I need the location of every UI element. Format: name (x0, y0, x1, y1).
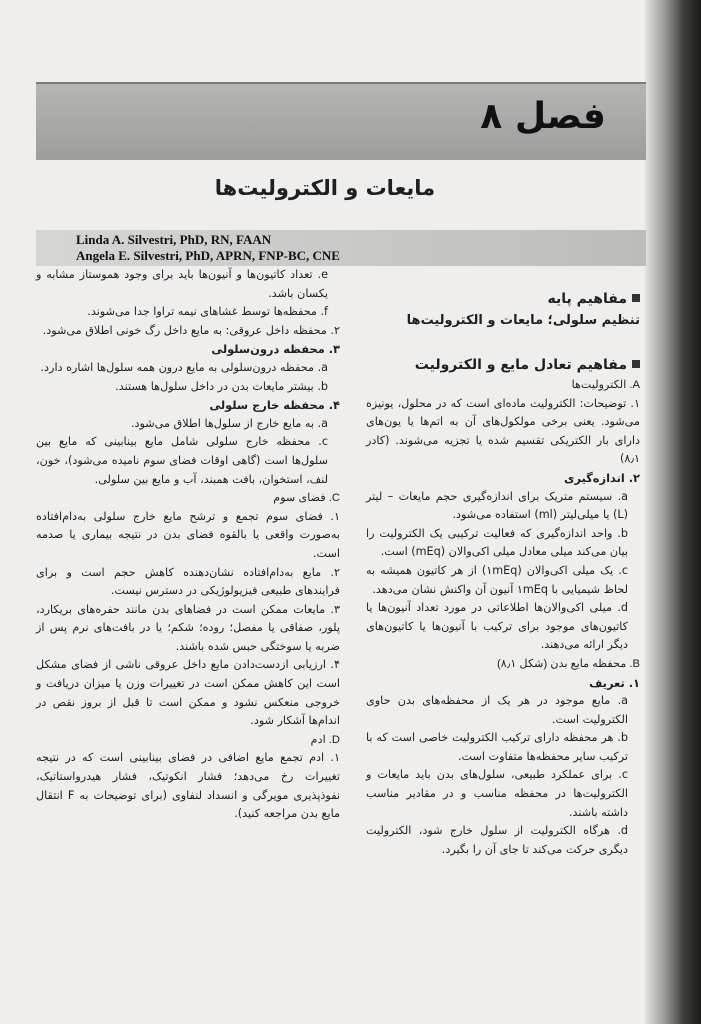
item-C3: ۳. مایعات ممکن است در فضاهای بدن مانند حفره‌های بریکارد، پلور، صفاقی یا مفصل؛ روده؛ شکم؛ یا در بافت‌های نرم پس از ضربه یا سوختگی حبس شده باشند. (36, 602, 340, 653)
item-A2d: d. میلی اکی‌والان‌ها اطلاعاتی در مورد تعداد آنیون‌ها یا کاتیون‌های موجود برای ترکیب با آنیون‌ها یا کاتیون‌های دیگر ارائه می‌دهند. (366, 601, 628, 652)
item-B3: ۳. محفظه درون‌سلولی (211, 342, 340, 357)
item-C2: ۲. مایع به‌دام‌افتاده نشان‌دهنده کاهش حجم است و برای فرایندهای طبیعی فیزیولوژیکی در دسترس نیست. (36, 565, 340, 598)
square-bullet-icon (632, 294, 640, 302)
item-B1c: c. برای عملکرد طبیعی، سلول‌های بدن باید مایعات و الکترولیت‌ها در محفظه مناسب و در مقادیر مناسب داشته باشند. (366, 768, 628, 819)
item-B1a: a. مایع موجود در هر یک از محفظه‌های بدن حاوی الکترولیت است. (366, 694, 628, 726)
item-A2a: a. سیستم متریک برای اندازه‌گیری حجم مایعات – لیتر (L) یا میلی‌لیتر (ml) استفاده می‌شود. (366, 489, 628, 522)
item-D1: ۱. ادم تجمع مایع اضافی در فضای بینابینی است که در نتیجه تغییرات رخ می‌دهد؛ فشار انکوتیک، فشار هیدرواستاتیک، نفوذپذیری مویرگی و انسداد لنفاوی (برای توضیحات به F انتقال مایع بدن مراجعه کنید). (36, 751, 340, 821)
square-bullet-icon (632, 360, 640, 368)
item-B1: ۱. تعریف (589, 675, 640, 690)
author-2: Angela E. Silvestri, PhD, APRN, FNP-BC, CNE (76, 248, 340, 263)
item-B2: ۲. محفظه داخل عروقی: به مایع داخل رگ خونی اطلاق می‌شود. (42, 323, 340, 337)
item-B3a: a. محفظه درون‌سلولی به مایع درون همه سلول‌ها اشاره دارد. (40, 360, 328, 374)
item-C: C. فضای سوم (273, 492, 340, 505)
item-B3b: b. بیشتر مایعات بدن در داخل سلول‌ها هستند. (115, 379, 328, 393)
book-spine-shadow (645, 0, 701, 1024)
item-B4c: c. محفظه خارج سلولی شامل مایع بینابینی که مایع بین سلول‌ها است (گاهی اوقات فضای سوم نامیده می‌شود)، خون، لنف، استخوان، بافت همبند، آب و مایع بین سلولی. (36, 435, 328, 486)
item-A2: ۲. اندازه‌گیری (564, 470, 640, 485)
author-band (36, 230, 646, 266)
item-B1f: f. محفظه‌ها توسط غشاهای نیمه تراوا جدا می‌شوند. (87, 305, 328, 319)
chapter-header-band (36, 82, 646, 160)
item-A1: ۱. توضیحات: الکترولیت ماده‌ای است که در محلول، یونیزه می‌شود. یعنی برخی مولکول‌های آن به اتم‌ها یا یون‌های دارای بار الکتریکی تقسیم شده یا تجزیه می‌شوند. (کادر ۸٫۱) (366, 396, 640, 466)
subtitle-cellular-regulation: تنظیم سلولی؛ مایعات و الکترولیت‌ها (406, 313, 640, 328)
item-B4a: a. به مایع خارج از سلول‌ها اطلاق می‌شود. (130, 416, 328, 430)
item-B1e: e. تعداد کاتیون‌ها و آنیون‌ها باید برای وجود هموستاز مشابه و یکسان باشد. (36, 268, 328, 300)
chapter-title: فصل ۸ (480, 96, 606, 137)
item-C1: ۱. فضای سوم تجمع و ترشح مایع خارج سلولی به‌دام‌افتاده به‌صورت واقعی یا بالقوه فضای بدن در نتیجه بیماری یا صدمه است. (36, 509, 340, 560)
item-D: D. ادم (310, 733, 340, 746)
item-B1d: d. هرگاه الکترولیت از سلول خارج شود، الکترولیت دیگری حرکت می‌کند تا جای آن را بگیرد. (366, 824, 628, 856)
item-B1b: b. هر محفظه دارای ترکیب الکترولیت خاصی است که با ترکیب سایر محفظه‌ها متفاوت است. (366, 731, 628, 763)
item-A: A. الکترولیت‌ها (571, 379, 640, 391)
section-heading-basic: مفاهیم پایه (366, 288, 640, 310)
item-B: B. محفظه مایع بدن (شکل ۸٫۱) (497, 657, 640, 670)
right-column (366, 266, 640, 859)
section-heading-balance: مفاهیم تعادل مایع و الکترولیت (366, 354, 640, 376)
item-A2c: c. یک میلی اکی‌والان (۱mEq) از هر کاتیون همیشه به لحاظ شیمیایی با ۱mEq آنیون آن واکنش نشان می‌دهد. (366, 563, 628, 596)
item-B4: ۴. محفظه خارج سلولی (209, 398, 340, 413)
item-C4: ۴. ارزیابی ازدست‌دادن مایع داخل عروقی ناشی از فضای مشکل است این کاهش ممکن است در تغییرات وزن یا میزان دریافت و خروجی منعکس نشود و ممکن است تا قبل از بروز نقص در اندام‌ها آشکار شود. (36, 658, 340, 728)
main-title: مایعات و الکترولیت‌ها (214, 176, 436, 200)
item-A2b: b. واحد اندازه‌گیری که فعالیت ترکیبی یک الکترولیت را بیان می‌کند میلی معادل میلی اکی‌والان (mEq) است. (366, 526, 628, 559)
author-1: Linda A. Silvestri, PhD, RN, FAAN (76, 232, 272, 247)
left-column (36, 266, 340, 824)
